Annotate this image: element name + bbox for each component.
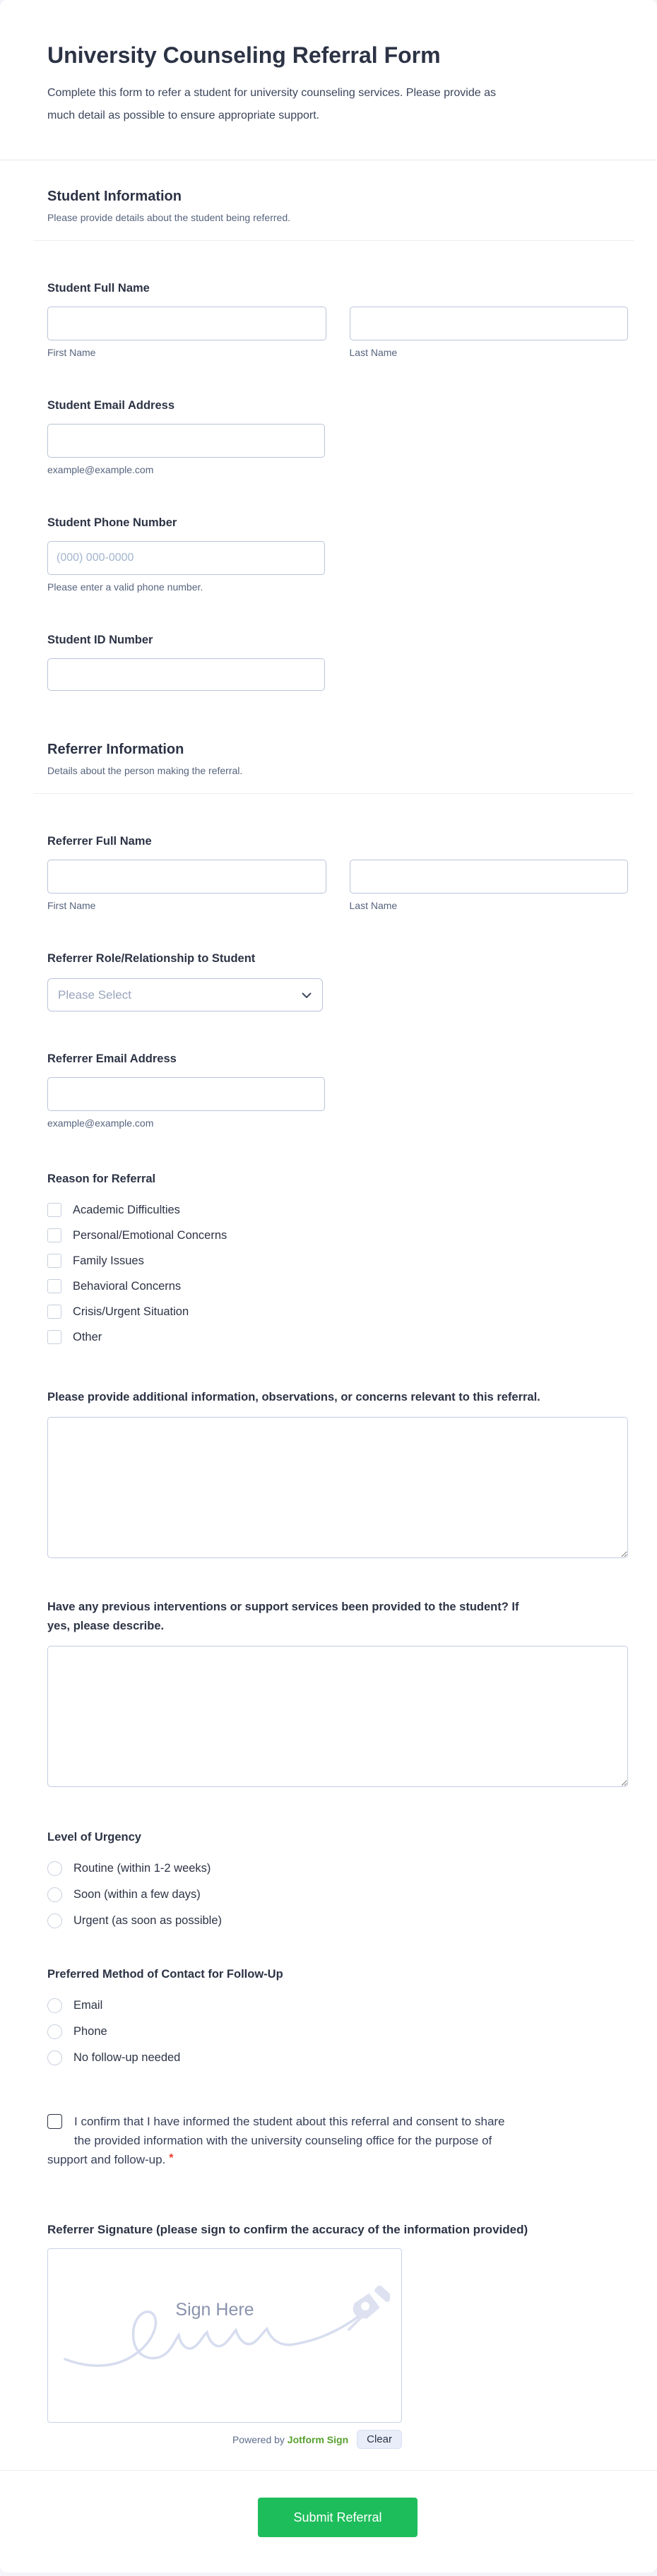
- student-last-name-input[interactable]: [350, 307, 629, 340]
- student-phone-input[interactable]: [47, 541, 325, 575]
- field-referrer-role: [47, 949, 628, 1011]
- field-label: Have any previous interventions or support services been provided to the student? If yes, please describe.: [47, 1601, 519, 1632]
- field-label: Student Phone Number: [47, 516, 177, 529]
- checkbox-option-academic-difficulties[interactable]: [47, 1203, 628, 1217]
- field-level-of-urgency: [47, 1828, 628, 1928]
- submit-row: [47, 2498, 628, 2537]
- field-contact-method: [47, 1965, 628, 2065]
- field-consent: [47, 2112, 505, 2169]
- section-subtext: Details about the person making the referral.: [47, 765, 243, 776]
- option-label: Urgent (as soon as possible): [73, 1914, 223, 1927]
- section-heading: Referrer Information: [47, 742, 184, 757]
- clear-signature-button[interactable]: Clear: [357, 2430, 402, 2449]
- required-asterisk: *: [169, 2152, 174, 2164]
- form-subtitle: Complete this form to refer a student for university counseling services. Please provide as much detail as possible to ensure appropriate support.: [47, 87, 496, 121]
- checkbox-option-personal-emotional-concerns[interactable]: [47, 1228, 628, 1242]
- powered-by-label: Powered by Jotform Sign: [232, 2433, 349, 2445]
- last-name-sublabel: Last Name: [349, 900, 398, 911]
- option-label: Routine (within 1-2 weeks): [73, 1862, 211, 1875]
- radio-group: [47, 1861, 628, 1928]
- radio-option-soon[interactable]: [47, 1887, 628, 1902]
- field-reason-for-referral: [47, 1170, 628, 1344]
- option-label: Other: [73, 1330, 102, 1343]
- radio-option-routine[interactable]: [47, 1861, 628, 1876]
- radio-option-no-follow-up[interactable]: [47, 2050, 628, 2065]
- radio-button[interactable]: [47, 1861, 62, 1876]
- field-label: Please provide additional information, observations, or concerns relevant to this referral.: [47, 1391, 540, 1403]
- field-label: Student Email Address: [47, 399, 175, 412]
- first-name-col: [47, 307, 326, 358]
- submit-referral-button[interactable]: Submit Referral: [258, 2498, 418, 2537]
- radio-button[interactable]: [47, 1998, 62, 2013]
- radio-button[interactable]: [47, 2024, 62, 2039]
- divider: [33, 793, 634, 794]
- radio-option-urgent[interactable]: [47, 1913, 628, 1928]
- field-student-id: [47, 631, 628, 691]
- option-label: Personal/Emotional Concerns: [73, 1228, 227, 1242]
- email-sublabel: example@example.com: [47, 464, 154, 475]
- divider: [0, 2470, 657, 2471]
- checkbox[interactable]: [47, 1228, 61, 1242]
- consent-label: I confirm that I have informed the student about this referral and consent to share the provided information with the university counseling office for the purpose of support and follow-up.: [47, 2115, 505, 2166]
- student-id-input[interactable]: [47, 658, 325, 691]
- student-email-input[interactable]: [47, 424, 325, 458]
- signature-squiggle: [65, 2312, 362, 2366]
- additional-info-textarea[interactable]: [47, 1417, 628, 1558]
- option-label: Behavioral Concerns: [73, 1279, 182, 1293]
- field-label: Reason for Referral: [47, 1173, 156, 1185]
- field-label: Referrer Email Address: [47, 1052, 177, 1065]
- section-heading: Student Information: [47, 189, 182, 204]
- last-name-sublabel: Last Name: [349, 347, 398, 358]
- phone-sublabel: Please enter a valid phone number.: [47, 581, 203, 593]
- checkbox-group: [47, 1203, 628, 1344]
- jotform-sign-brand: Jotform Sign: [287, 2433, 349, 2445]
- referrer-role-select[interactable]: [47, 978, 323, 1011]
- signature-footer: [47, 2430, 402, 2449]
- radio-button[interactable]: [47, 1887, 62, 1902]
- option-label: Family Issues: [73, 1254, 144, 1267]
- field-student-phone: [47, 514, 628, 593]
- radio-option-email[interactable]: [47, 1998, 628, 2013]
- select-placeholder: Please Select: [58, 987, 131, 1002]
- sign-here-text: Sign Here: [175, 2300, 254, 2320]
- option-label: Phone: [73, 2025, 107, 2038]
- option-label: Academic Difficulties: [73, 1203, 180, 1216]
- consent-checkbox[interactable]: [47, 2114, 62, 2129]
- referrer-last-name-input[interactable]: [350, 860, 629, 894]
- field-referrer-email: [47, 1050, 628, 1129]
- checkbox-option-other[interactable]: [47, 1330, 628, 1344]
- first-name-col: [47, 860, 326, 911]
- checkbox[interactable]: [47, 1203, 61, 1217]
- field-previous-interventions: [47, 1598, 628, 1787]
- option-label: Email: [73, 1999, 103, 2012]
- checkbox-option-family-issues[interactable]: [47, 1254, 628, 1268]
- checkbox[interactable]: [47, 1279, 61, 1293]
- checkbox[interactable]: [47, 1330, 61, 1344]
- name-row: [47, 860, 628, 911]
- checkbox-option-crisis-urgent-situation[interactable]: [47, 1305, 628, 1319]
- signature-label: Referrer Signature (please sign to confirm the accuracy of the information provided): [47, 2223, 528, 2236]
- first-name-sublabel: First Name: [47, 900, 96, 911]
- checkbox[interactable]: [47, 1305, 61, 1319]
- divider: [33, 240, 634, 241]
- checkbox[interactable]: [47, 1254, 61, 1268]
- signature-pad[interactable]: [47, 2248, 402, 2423]
- chevron-down-icon: [301, 990, 312, 1001]
- pen-nib-icon: [349, 2286, 390, 2329]
- option-label: Soon (within a few days): [73, 1888, 201, 1901]
- radio-option-phone[interactable]: [47, 2024, 628, 2039]
- name-row: [47, 307, 628, 358]
- field-student-full-name: [47, 279, 628, 358]
- field-label: Preferred Method of Contact for Follow-Up: [47, 1968, 283, 1981]
- section-subtext: Please provide details about the student being referred.: [47, 212, 291, 223]
- field-label: Referrer Full Name: [47, 835, 152, 848]
- form-title: University Counseling Referral Form: [47, 42, 441, 68]
- sign-here-placeholder: [61, 2286, 390, 2392]
- previous-interventions-textarea[interactable]: [47, 1646, 628, 1787]
- field-student-email: [47, 396, 628, 475]
- option-label: No follow-up needed: [73, 2051, 181, 2064]
- field-label: Student Full Name: [47, 282, 150, 295]
- field-signature: [47, 2223, 628, 2449]
- radio-group: [47, 1998, 628, 2065]
- email-sublabel: example@example.com: [47, 1117, 154, 1129]
- field-label: Referrer Role/Relationship to Student: [47, 952, 256, 965]
- student-first-name-input[interactable]: [47, 307, 326, 340]
- section-referrer-information: [47, 742, 628, 776]
- field-label: Level of Urgency: [47, 1831, 141, 1844]
- referrer-email-input[interactable]: [47, 1077, 325, 1111]
- option-label: Crisis/Urgent Situation: [73, 1305, 189, 1318]
- field-label: Student ID Number: [47, 634, 153, 646]
- last-name-col: [350, 307, 629, 358]
- radio-button[interactable]: [47, 1913, 62, 1928]
- checkbox-option-behavioral-concerns[interactable]: [47, 1279, 628, 1293]
- radio-button[interactable]: [47, 2050, 62, 2065]
- referrer-first-name-input[interactable]: [47, 860, 326, 894]
- field-additional-info: [47, 1388, 628, 1558]
- last-name-col: [350, 860, 629, 911]
- first-name-sublabel: First Name: [47, 347, 96, 358]
- section-student-information: [47, 189, 628, 223]
- field-referrer-full-name: [47, 832, 628, 911]
